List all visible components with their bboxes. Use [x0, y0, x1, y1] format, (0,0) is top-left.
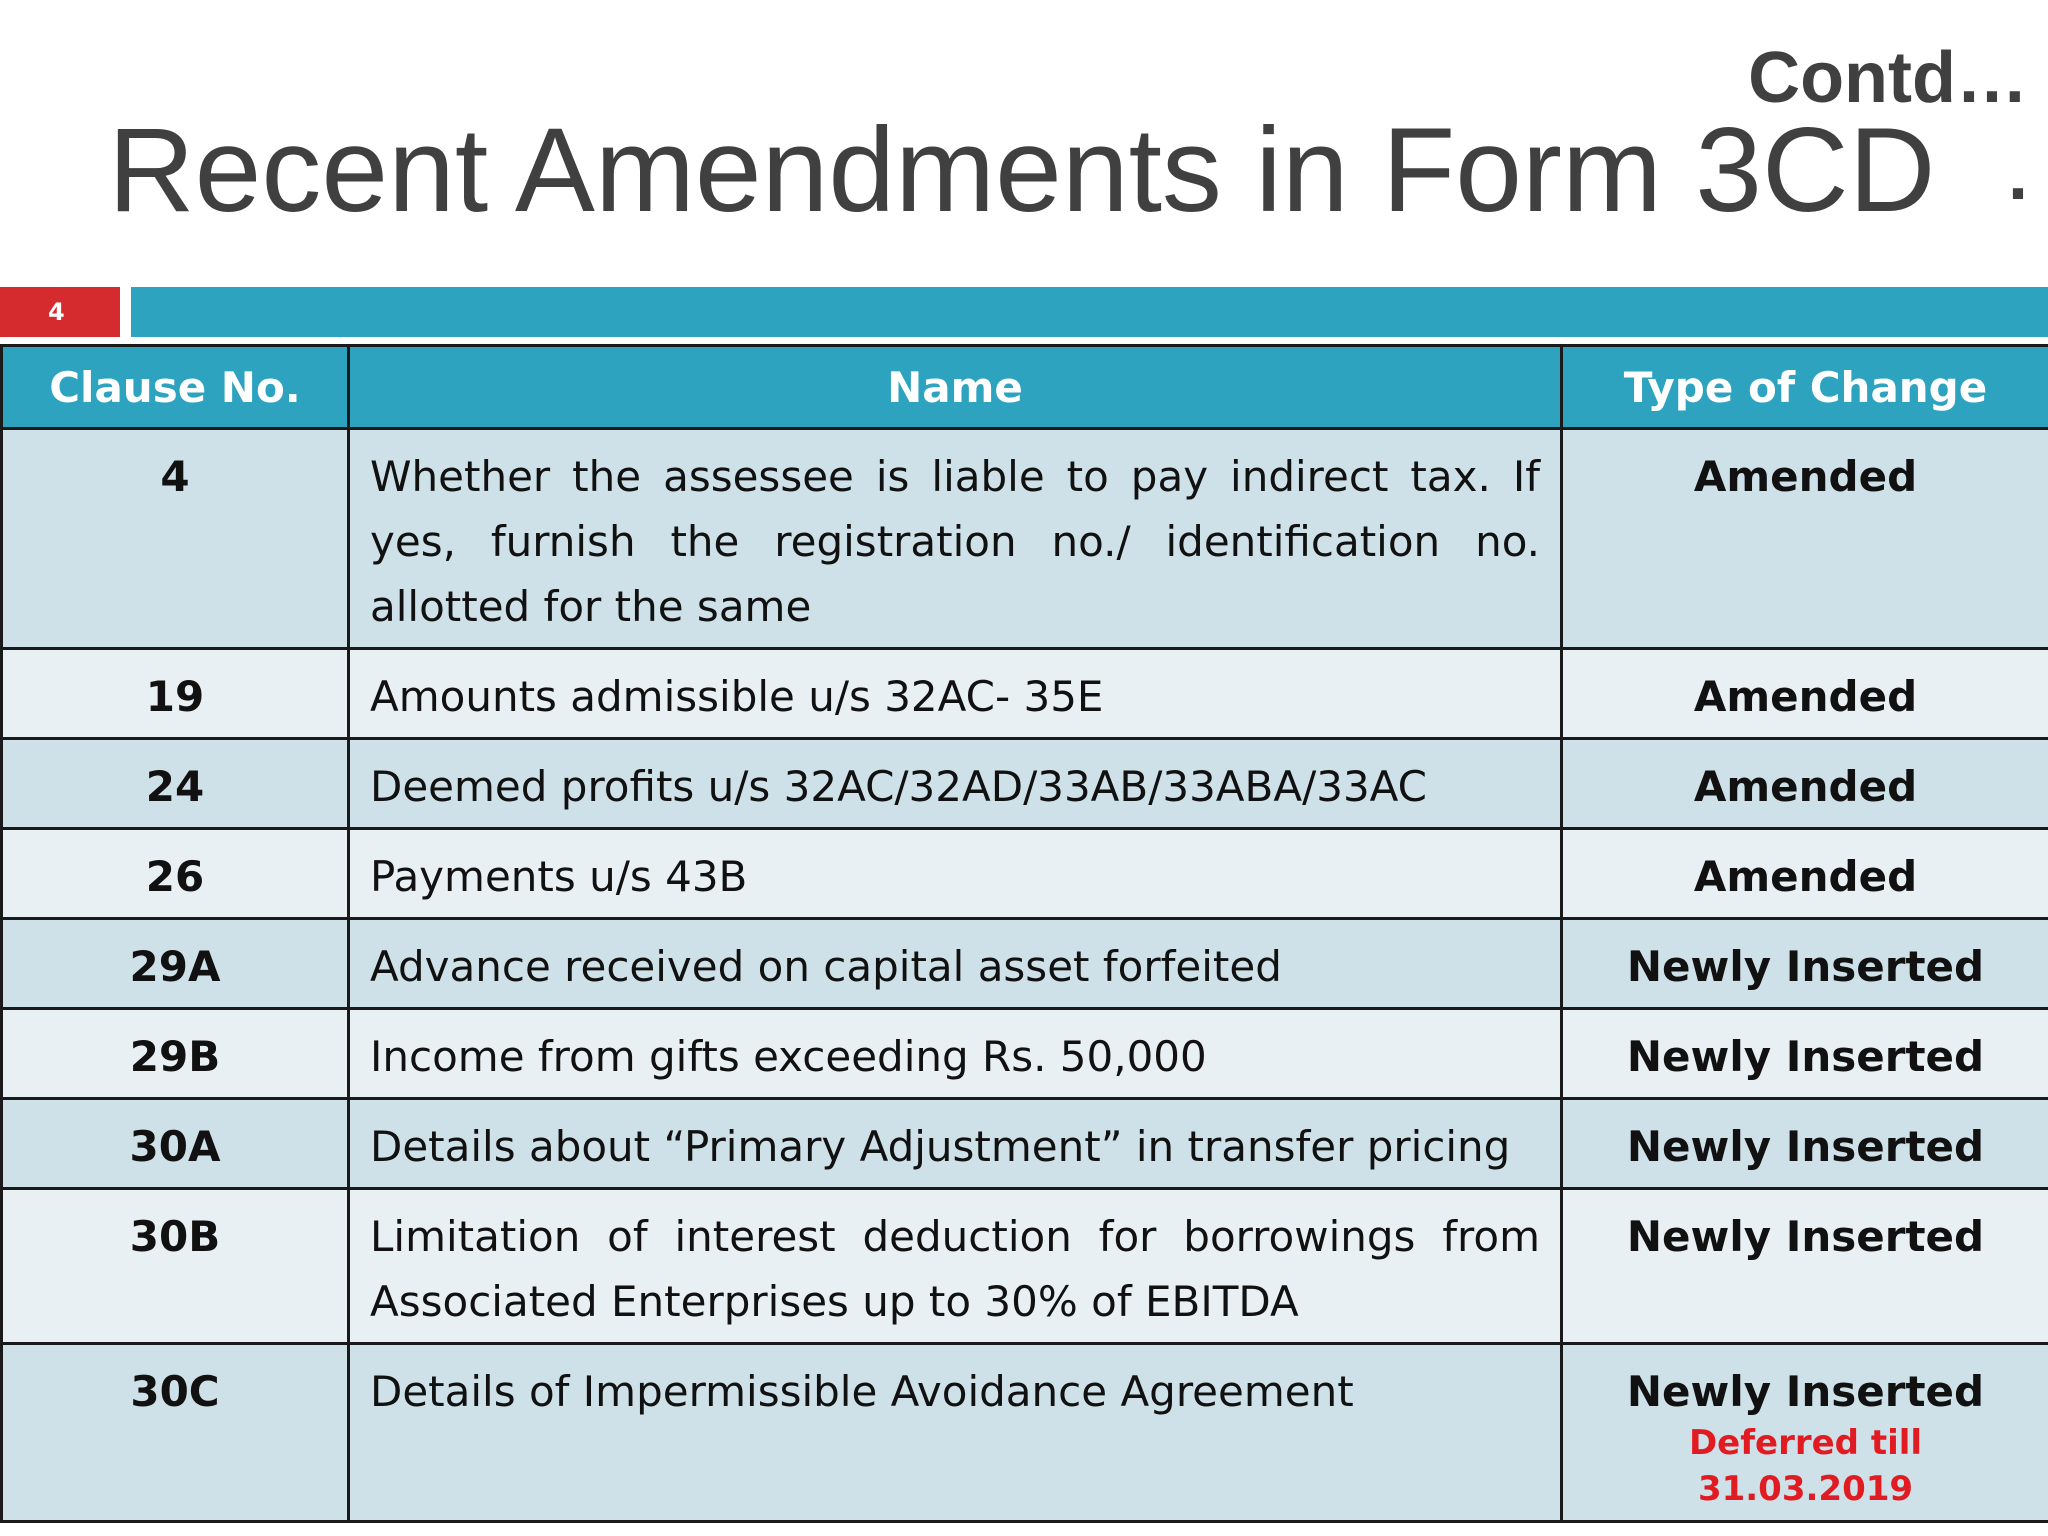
column-header-type: Type of Change [1562, 346, 2048, 429]
table-row [2, 919, 2048, 1009]
clause-name-cell: Details about “Primary Adjustment” in transfer pricing [349, 1099, 1562, 1189]
change-type-label: Newly Inserted [1626, 1122, 1985, 1171]
change-type-cell [1562, 649, 2048, 739]
column-header-name: Name [349, 346, 1562, 429]
change-type-label: Amended [1693, 852, 1918, 901]
clause-name-cell: Details of Impermissible Avoidance Agreement [349, 1344, 1562, 1522]
change-type-cell [1562, 739, 2048, 829]
table-row [2, 1189, 2048, 1344]
table-row [2, 649, 2048, 739]
clause-number-cell: 24 [2, 739, 349, 829]
table-header-row [2, 346, 2048, 429]
change-type-label: Amended [1693, 452, 1918, 501]
change-type-label: Newly Inserted [1626, 1367, 1985, 1416]
clause-number-cell: 30C [2, 1344, 349, 1522]
change-type-label: Amended [1693, 762, 1918, 811]
change-type-label: Newly Inserted [1626, 1032, 1985, 1081]
change-type-label: Amended [1693, 672, 1918, 721]
table-body [2, 429, 2048, 1522]
change-type-cell [1562, 919, 2048, 1009]
slide-title: Recent Amendments in Form 3CD [108, 103, 1936, 237]
table-row [2, 739, 2048, 829]
change-type-cell [1562, 1344, 2048, 1522]
clause-number-cell: 30B [2, 1189, 349, 1344]
clause-number-cell: 29B [2, 1009, 349, 1099]
column-header-clause: Clause No. [2, 346, 349, 429]
table-row [2, 1099, 2048, 1189]
change-type-cell [1562, 1189, 2048, 1344]
slide-number: 4 [0, 287, 120, 337]
table-row [2, 1009, 2048, 1099]
change-type-cell [1562, 1099, 2048, 1189]
clause-name-cell: Income from gifts exceeding Rs. 50,000 [349, 1009, 1562, 1099]
clause-number-cell: 19 [2, 649, 349, 739]
amendments-table [0, 344, 2048, 1523]
clause-number-cell: 29A [2, 919, 349, 1009]
clause-name-cell: Limitation of interest deduction for borrowings from Associated Enterprises up to 30% of EBITDA [349, 1189, 1562, 1344]
clause-name-cell: Deemed profits u/s 32AC/32AD/33AB/33ABA/33AC [349, 739, 1562, 829]
table-row [2, 1344, 2048, 1522]
header-accent-bar [131, 287, 2048, 337]
change-type-label: Newly Inserted [1626, 1212, 1985, 1261]
clause-name-cell: Amounts admissible u/s 32AC- 35E [349, 649, 1562, 739]
change-type-cell [1562, 1009, 2048, 1099]
table-row [2, 829, 2048, 919]
clause-number-cell: 4 [2, 429, 349, 649]
table-row [2, 429, 2048, 649]
change-type-cell [1562, 829, 2048, 919]
change-type-label: Newly Inserted [1626, 942, 1985, 991]
clause-name-cell: Payments u/s 43B [349, 829, 1562, 919]
change-type-cell [1562, 429, 2048, 649]
clause-number-cell: 30A [2, 1099, 349, 1189]
clause-name-cell: Whether the assessee is liable to pay indirect tax. If yes, furnish the registration no./ identification no. allotted for the same [349, 429, 1562, 649]
clause-name-cell: Advance received on capital asset forfeited [349, 919, 1562, 1009]
continued-label: Contd… . [1748, 38, 2028, 216]
clause-number-cell: 26 [2, 829, 349, 919]
deferred-note: Deferred till 31.03.2019 [1688, 1423, 1923, 1509]
